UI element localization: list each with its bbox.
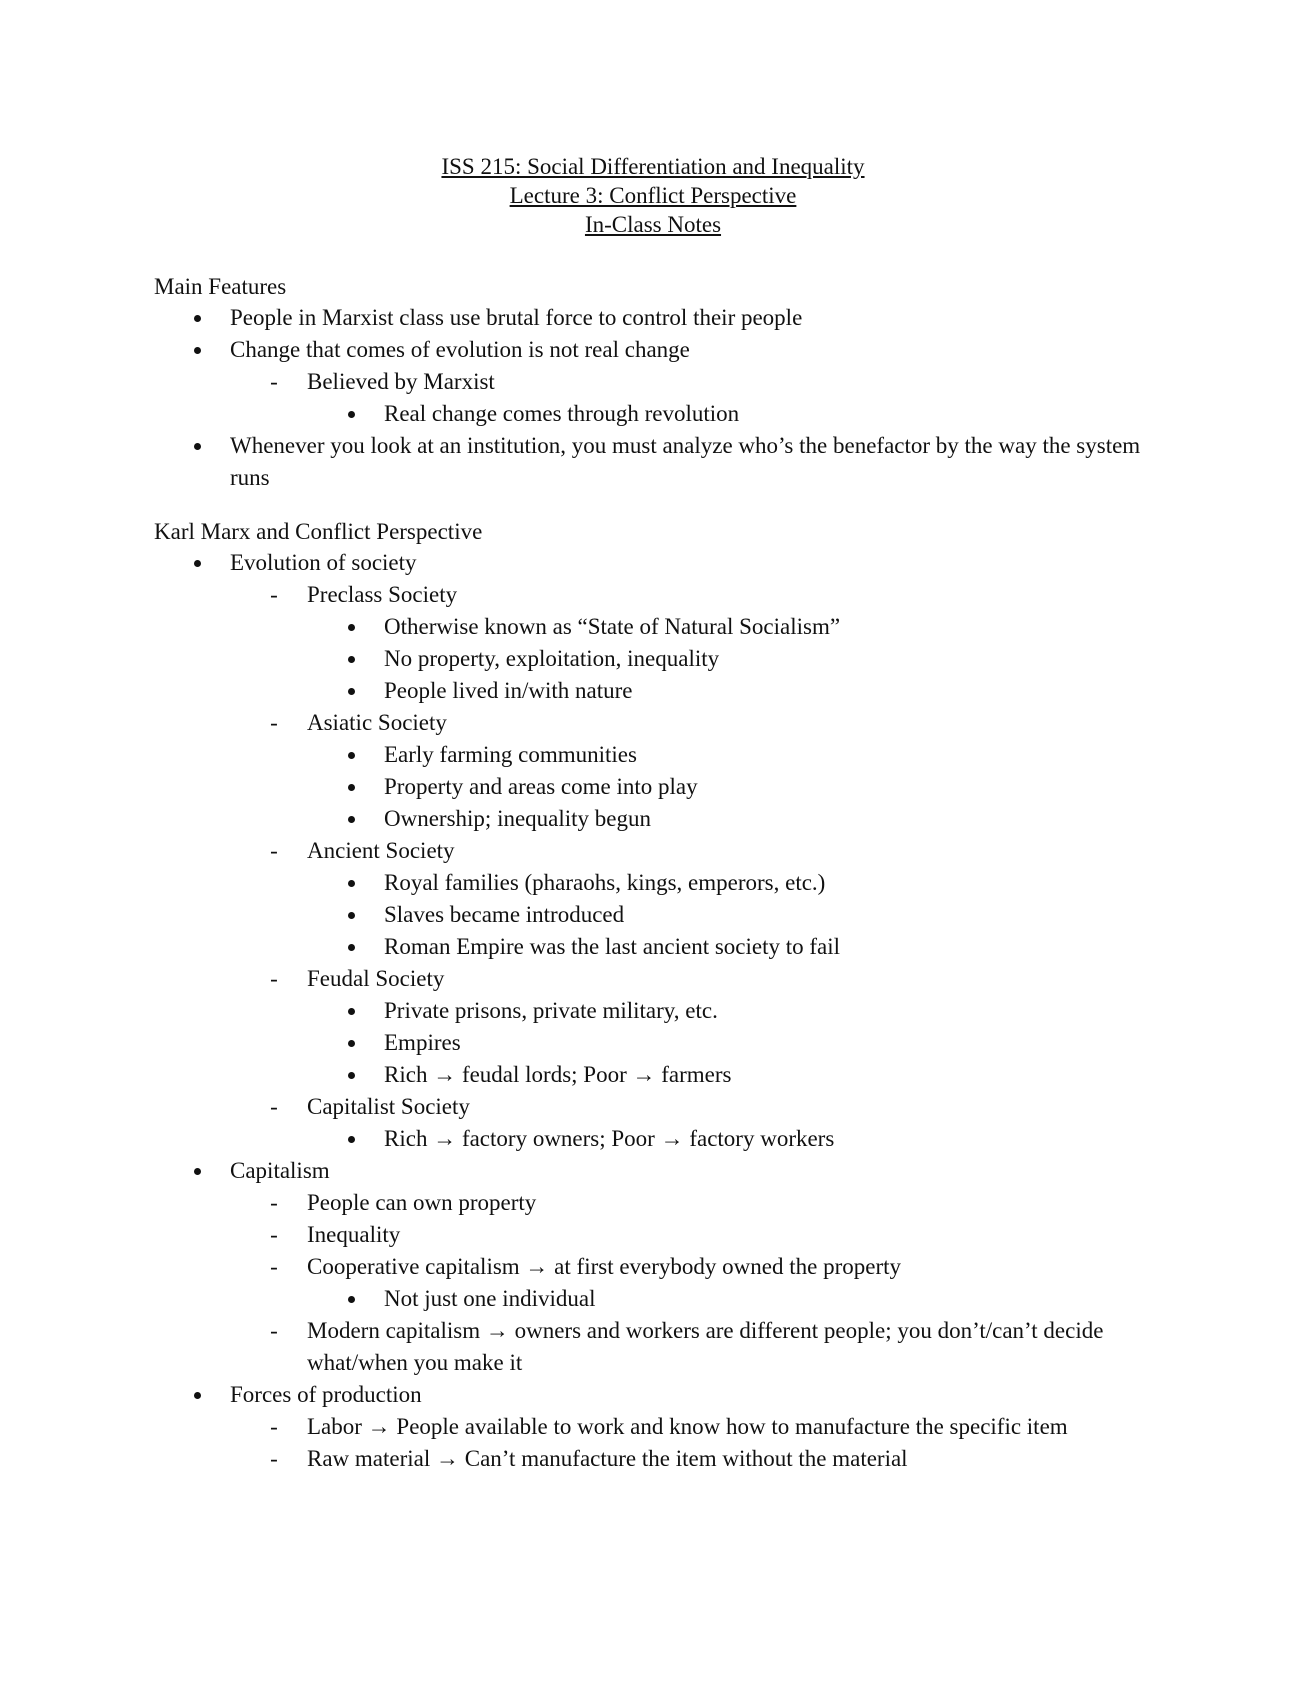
list-item-text: Whenever you look at an institution, you must analyze who’s the benefactor by the way the system runs	[230, 433, 1141, 490]
course-title: ISS 215: Social Differentiation and Inequality	[441, 154, 865, 179]
list-item	[154, 1187, 1144, 1219]
list-item	[154, 1091, 1144, 1123]
list-item-text: Roman Empire was the last ancient society to fail	[384, 934, 841, 959]
list-item-text: Real change comes through revolution	[384, 401, 740, 426]
list-item	[154, 547, 1144, 579]
dash-icon: -	[270, 1414, 278, 1439]
list-item-text: Feudal Society	[307, 966, 445, 991]
list-item	[154, 963, 1144, 995]
list-item	[154, 835, 1144, 867]
list-item-text: People can own property	[307, 1190, 537, 1215]
section-heading: Main Features	[154, 274, 287, 299]
list-item-text: Not just one individual	[384, 1286, 596, 1311]
list-item-text: Capitalism	[230, 1158, 330, 1183]
bullet-icon	[341, 771, 361, 803]
list-item-text: Asiatic Society	[307, 710, 447, 735]
dash-icon: -	[270, 966, 278, 991]
list-item-text: Empires	[384, 1030, 461, 1055]
bullet-icon	[341, 1059, 361, 1091]
list-item	[154, 931, 1144, 963]
list-item-text: Forces of production	[230, 1382, 422, 1407]
list-item	[154, 1219, 1144, 1251]
list-item-text: Inequality	[307, 1222, 401, 1247]
list-item-text: Modern capitalism → owners and workers are different people; you don’t/can’t decide what/when you make it	[307, 1318, 1104, 1375]
bullet-icon	[341, 1027, 361, 1059]
bullet-icon	[341, 931, 361, 963]
bullet-icon	[341, 1123, 361, 1155]
section-heading: Karl Marx and Conflict Perspective	[154, 519, 483, 544]
list-item-text: Capitalist Society	[307, 1094, 470, 1119]
list-item-text: Early farming communities	[384, 742, 637, 767]
list-item	[154, 771, 1144, 803]
bullet-icon	[187, 334, 207, 366]
list-item	[154, 302, 1144, 334]
title-block	[0, 152, 1306, 239]
list-item-text: Change that comes of evolution is not real change	[230, 337, 690, 362]
bullet-icon	[187, 1379, 207, 1411]
bullet-icon	[341, 803, 361, 835]
notes-title: In-Class Notes	[584, 212, 722, 237]
list-item-text: Cooperative capitalism → at first everybody owned the property	[307, 1254, 901, 1279]
list-item	[154, 1251, 1144, 1283]
bullet-icon	[341, 899, 361, 931]
list-item	[154, 675, 1144, 707]
list-item-text: No property, exploitation, inequality	[384, 646, 720, 671]
list-item-text: Royal families (pharaohs, kings, emperors, etc.)	[384, 870, 826, 895]
bullet-icon	[341, 867, 361, 899]
bullet-icon	[341, 643, 361, 675]
list-item	[154, 398, 1144, 430]
bullet-icon	[187, 547, 207, 579]
dash-icon: -	[270, 1190, 278, 1215]
bullet-icon	[341, 739, 361, 771]
dash-icon: -	[270, 1094, 278, 1119]
list-item	[154, 1411, 1144, 1443]
bullet-icon	[187, 430, 207, 462]
list-item-text: People lived in/with nature	[384, 678, 633, 703]
dash-icon: -	[270, 1254, 278, 1279]
list-item-text: Labor → People available to work and know how to manufacture the specific item	[307, 1414, 1068, 1439]
list-item	[154, 1155, 1144, 1187]
bullet-icon	[341, 398, 361, 430]
list-item	[154, 579, 1144, 611]
list-item-text: Ancient Society	[307, 838, 455, 863]
list-item	[154, 430, 1144, 494]
list-item	[154, 1443, 1144, 1475]
list-item	[154, 739, 1144, 771]
list-item	[154, 334, 1144, 366]
bullet-icon	[341, 995, 361, 1027]
list-item-text: Raw material → Can’t manufacture the item without the material	[307, 1446, 908, 1471]
list-item-text: Ownership; inequality begun	[384, 806, 652, 831]
list-item	[154, 366, 1144, 398]
list-item-text: Believed by Marxist	[307, 369, 495, 394]
list-item-text: Preclass Society	[307, 582, 458, 607]
dash-icon: -	[270, 1318, 278, 1343]
list-item	[154, 707, 1144, 739]
list-item-text: Private prisons, private military, etc.	[384, 998, 718, 1023]
dash-icon: -	[270, 369, 278, 394]
list-item-text: Slaves became introduced	[384, 902, 625, 927]
list-item-text: Otherwise known as “State of Natural Socialism”	[384, 614, 841, 639]
list-item	[154, 995, 1144, 1027]
section-karl-marx	[154, 517, 1144, 1475]
dash-icon: -	[270, 838, 278, 863]
lecture-title: Lecture 3: Conflict Perspective	[509, 183, 797, 208]
dash-icon: -	[270, 710, 278, 735]
dash-icon: -	[270, 1222, 278, 1247]
list-item	[154, 1027, 1144, 1059]
list-item-text: Rich → feudal lords; Poor → farmers	[384, 1062, 732, 1087]
list-item-text: Property and areas come into play	[384, 774, 698, 799]
bullet-icon	[341, 675, 361, 707]
list-item	[154, 1379, 1144, 1411]
dash-icon: -	[270, 582, 278, 607]
section-main-features	[154, 272, 1144, 494]
bullet-icon	[341, 611, 361, 643]
list-item-text: Rich → factory owners; Poor → factory workers	[384, 1126, 835, 1151]
list-item	[154, 867, 1144, 899]
list-item	[154, 1283, 1144, 1315]
list-item-text: People in Marxist class use brutal force to control their people	[230, 305, 803, 330]
list-item	[154, 611, 1144, 643]
list-item	[154, 1123, 1144, 1155]
dash-icon: -	[270, 1446, 278, 1471]
list-item	[154, 803, 1144, 835]
bullet-icon	[341, 1283, 361, 1315]
list-item	[154, 899, 1144, 931]
list-item	[154, 1315, 1144, 1379]
bullet-icon	[187, 1155, 207, 1187]
bullet-icon	[187, 302, 207, 334]
list-item-text: Evolution of society	[230, 550, 417, 575]
list-item	[154, 643, 1144, 675]
list-item	[154, 1059, 1144, 1091]
